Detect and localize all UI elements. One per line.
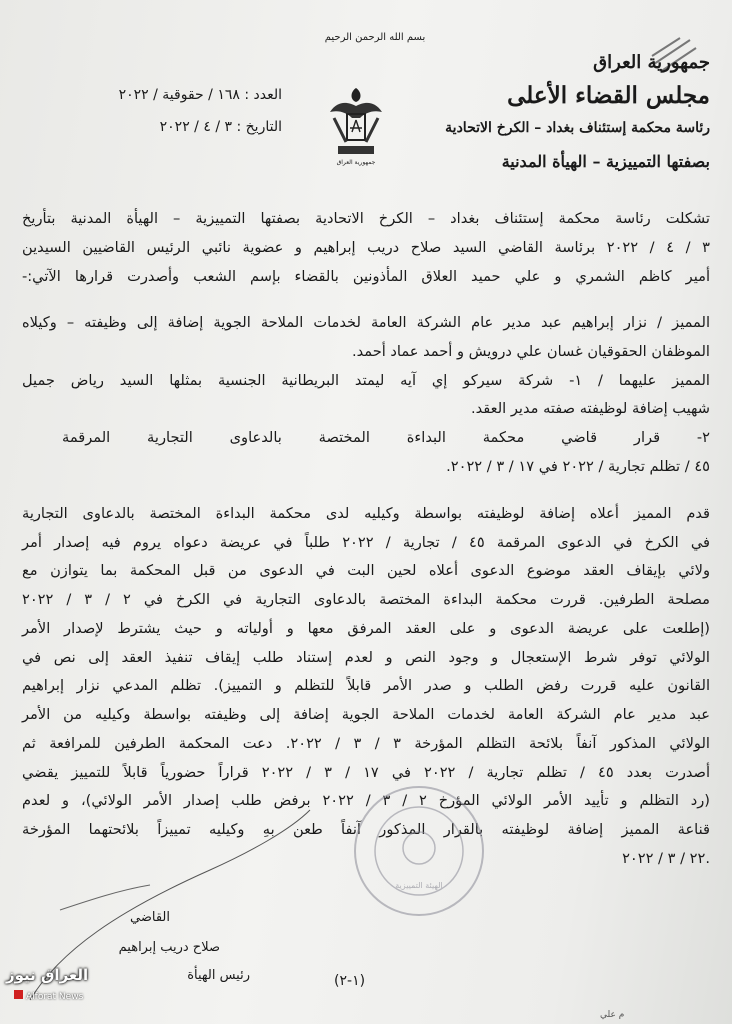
- footer-fragment: م علي: [600, 1010, 625, 1020]
- body-line: المميز / نزار إبراهيم عبد مدير عام الشركة العامة لخدمات الملاحة الجوية إضافة إلى وظيفته – وكيلاه: [22, 314, 710, 331]
- signature-role: رئيس الهيأة: [187, 968, 250, 983]
- watermark-subtitle: Alforat News: [26, 992, 84, 1002]
- basmala: بسم الله الرحمن الرحيم: [324, 32, 426, 43]
- svg-text:جمهورية العراق: جمهورية العراق: [336, 159, 376, 166]
- body-line: الولائي توفر شرط الإستعجال و وجود النص و لعدم إستناد طلب إيقاف تنفيذ العقد إلى نص في: [22, 649, 710, 666]
- body-line: في الكرخ في الدعوى المرقمة ٤٥ / تجارية / ٢٠٢٢ طلباً في عريضة دعواه يروم فيه إصدار أمر: [22, 534, 710, 551]
- body-line: ٢٢ / ٣ / ٢٠٢٢.: [622, 850, 710, 867]
- body-line: المميز عليهما / ١- شركة سيركو إي آيه ليمتد البريطانية الجنسية بمثلها السيد رياض جميل: [22, 372, 710, 389]
- body-line: أصدرت بعدد ٤٥ / تظلم تجارية / ٢٠٢٢ في ١٧ / ٣ / ٢٠٢٢ قراراً حضورياً قابلاً للتمييز يقضي: [22, 764, 710, 781]
- body-line: (إطلعت على عريضة الدعوى و على العقد المرفق معها و أولياته و حيث يشترط لإصدار الأمر: [22, 620, 710, 637]
- page-number: (١-٢): [334, 973, 366, 989]
- watermark-logo: العراق نيوز: [6, 966, 89, 984]
- body-line: الولائي المذكور آنفاً بلائحة التظلم المؤرخة ٣ / ٣ / ٢٠٢٢. دعت المحكمة الطرفين للمرافعة ثم: [22, 735, 710, 752]
- body-line: ولائي بإيقاف العقد موضوع الدعوى أعلاه لحين البت في الدعوى من قبل المحكمة بما يتوازن مع: [22, 562, 710, 579]
- body-line: القانون عليه قررت رفض الطلب و صدر الأمر قابلاً للتظلم و التمييز). تظلم المدعي نزار إبراهيم: [22, 677, 710, 694]
- court-name: رئاسة محكمة إستئناف بغداد – الكرخ الاتحادية: [445, 120, 710, 136]
- body-line: ٤٥ / تظلم تجارية / ٢٠٢٢ في ١٧ / ٣ / ٢٠٢٢.: [446, 458, 710, 475]
- document-number: العدد : ١٦٨ / حقوقية / ٢٠٢٢: [118, 87, 282, 103]
- council-name: مجلس القضاء الأعلى: [507, 82, 710, 109]
- body-line: قدم المميز أعلاه إضافة لوظيفته بواسطة وكيليه لدى محكمة البداءة المختصة بالدعاوى التجارية: [22, 505, 710, 522]
- body-line: (رد التظلم و تأييد الأمر الولائي المؤرخ ٢ / ٣ / ٢٠٢٢ برفض طلب إصدار الأمر الولائي)، و لعدم: [22, 792, 710, 809]
- court-seal: [350, 782, 488, 920]
- body-line: أمير كاظم الشمري و علي حميد العلاق المأذونين بالقضاء بإسم الشعب وأصدرت قرارها الآتي:-: [22, 268, 710, 285]
- iraq-emblem-icon: [326, 84, 386, 170]
- svg-text:الهيئة التمييزية: الهيئة التمييزية: [395, 881, 443, 890]
- body-line: شهيب إضافة لوظيفته صفته مدير العقد.: [470, 400, 710, 417]
- body-line: تشكلت رئاسة محكمة إستئناف بغداد – الكرخ الاتحادية بصفتها التمييزية – الهيأة المدنية بتأريخ: [22, 210, 710, 227]
- signature-name: صلاح دريب إبراهيم: [118, 940, 220, 955]
- body-line: مصلحة الطرفين. قررت محكمة البداءة المختصة بالدعاوى التجارية في الكرخ في ٢ / ٣ / ٢٠٢٢: [22, 591, 710, 608]
- signature-title: القاضي: [130, 910, 170, 925]
- body-line: عبد مدير عام الشركة العامة لخدمات الملاحة الجوية إضافة إلى وظيفته بواسطة وكيليه من الأمر: [22, 706, 710, 723]
- body-line: قناعة المميز إضافة لوظيفته بالقرار المذكور آنفاً طعن بهِ وكيليه تمييزاً بلائحتهما المؤرخة: [22, 821, 710, 838]
- court-capacity: بصفتها التمييزية – الهيأة المدنية: [501, 152, 710, 171]
- body-line: ٢- قرار قاضي محكمة البداءة المختصة بالدعاوى التجارية المرقمة: [62, 429, 710, 446]
- body-line: ٣ / ٤ / ٢٠٢٢ برئاسة القاضي السيد صلاح دريب إبراهيم و عضوية نائبي الرئيس القاضيين السيدين: [22, 239, 710, 256]
- body-line: الموظفان الحقوقيان غسان علي درويش و أحمد عماد أحمد.: [351, 343, 710, 360]
- country-name: جمهورية العراق: [593, 52, 710, 73]
- watermark-icon: [14, 990, 23, 999]
- document-date: التاريخ : ٣ / ٤ / ٢٠٢٢: [159, 119, 282, 135]
